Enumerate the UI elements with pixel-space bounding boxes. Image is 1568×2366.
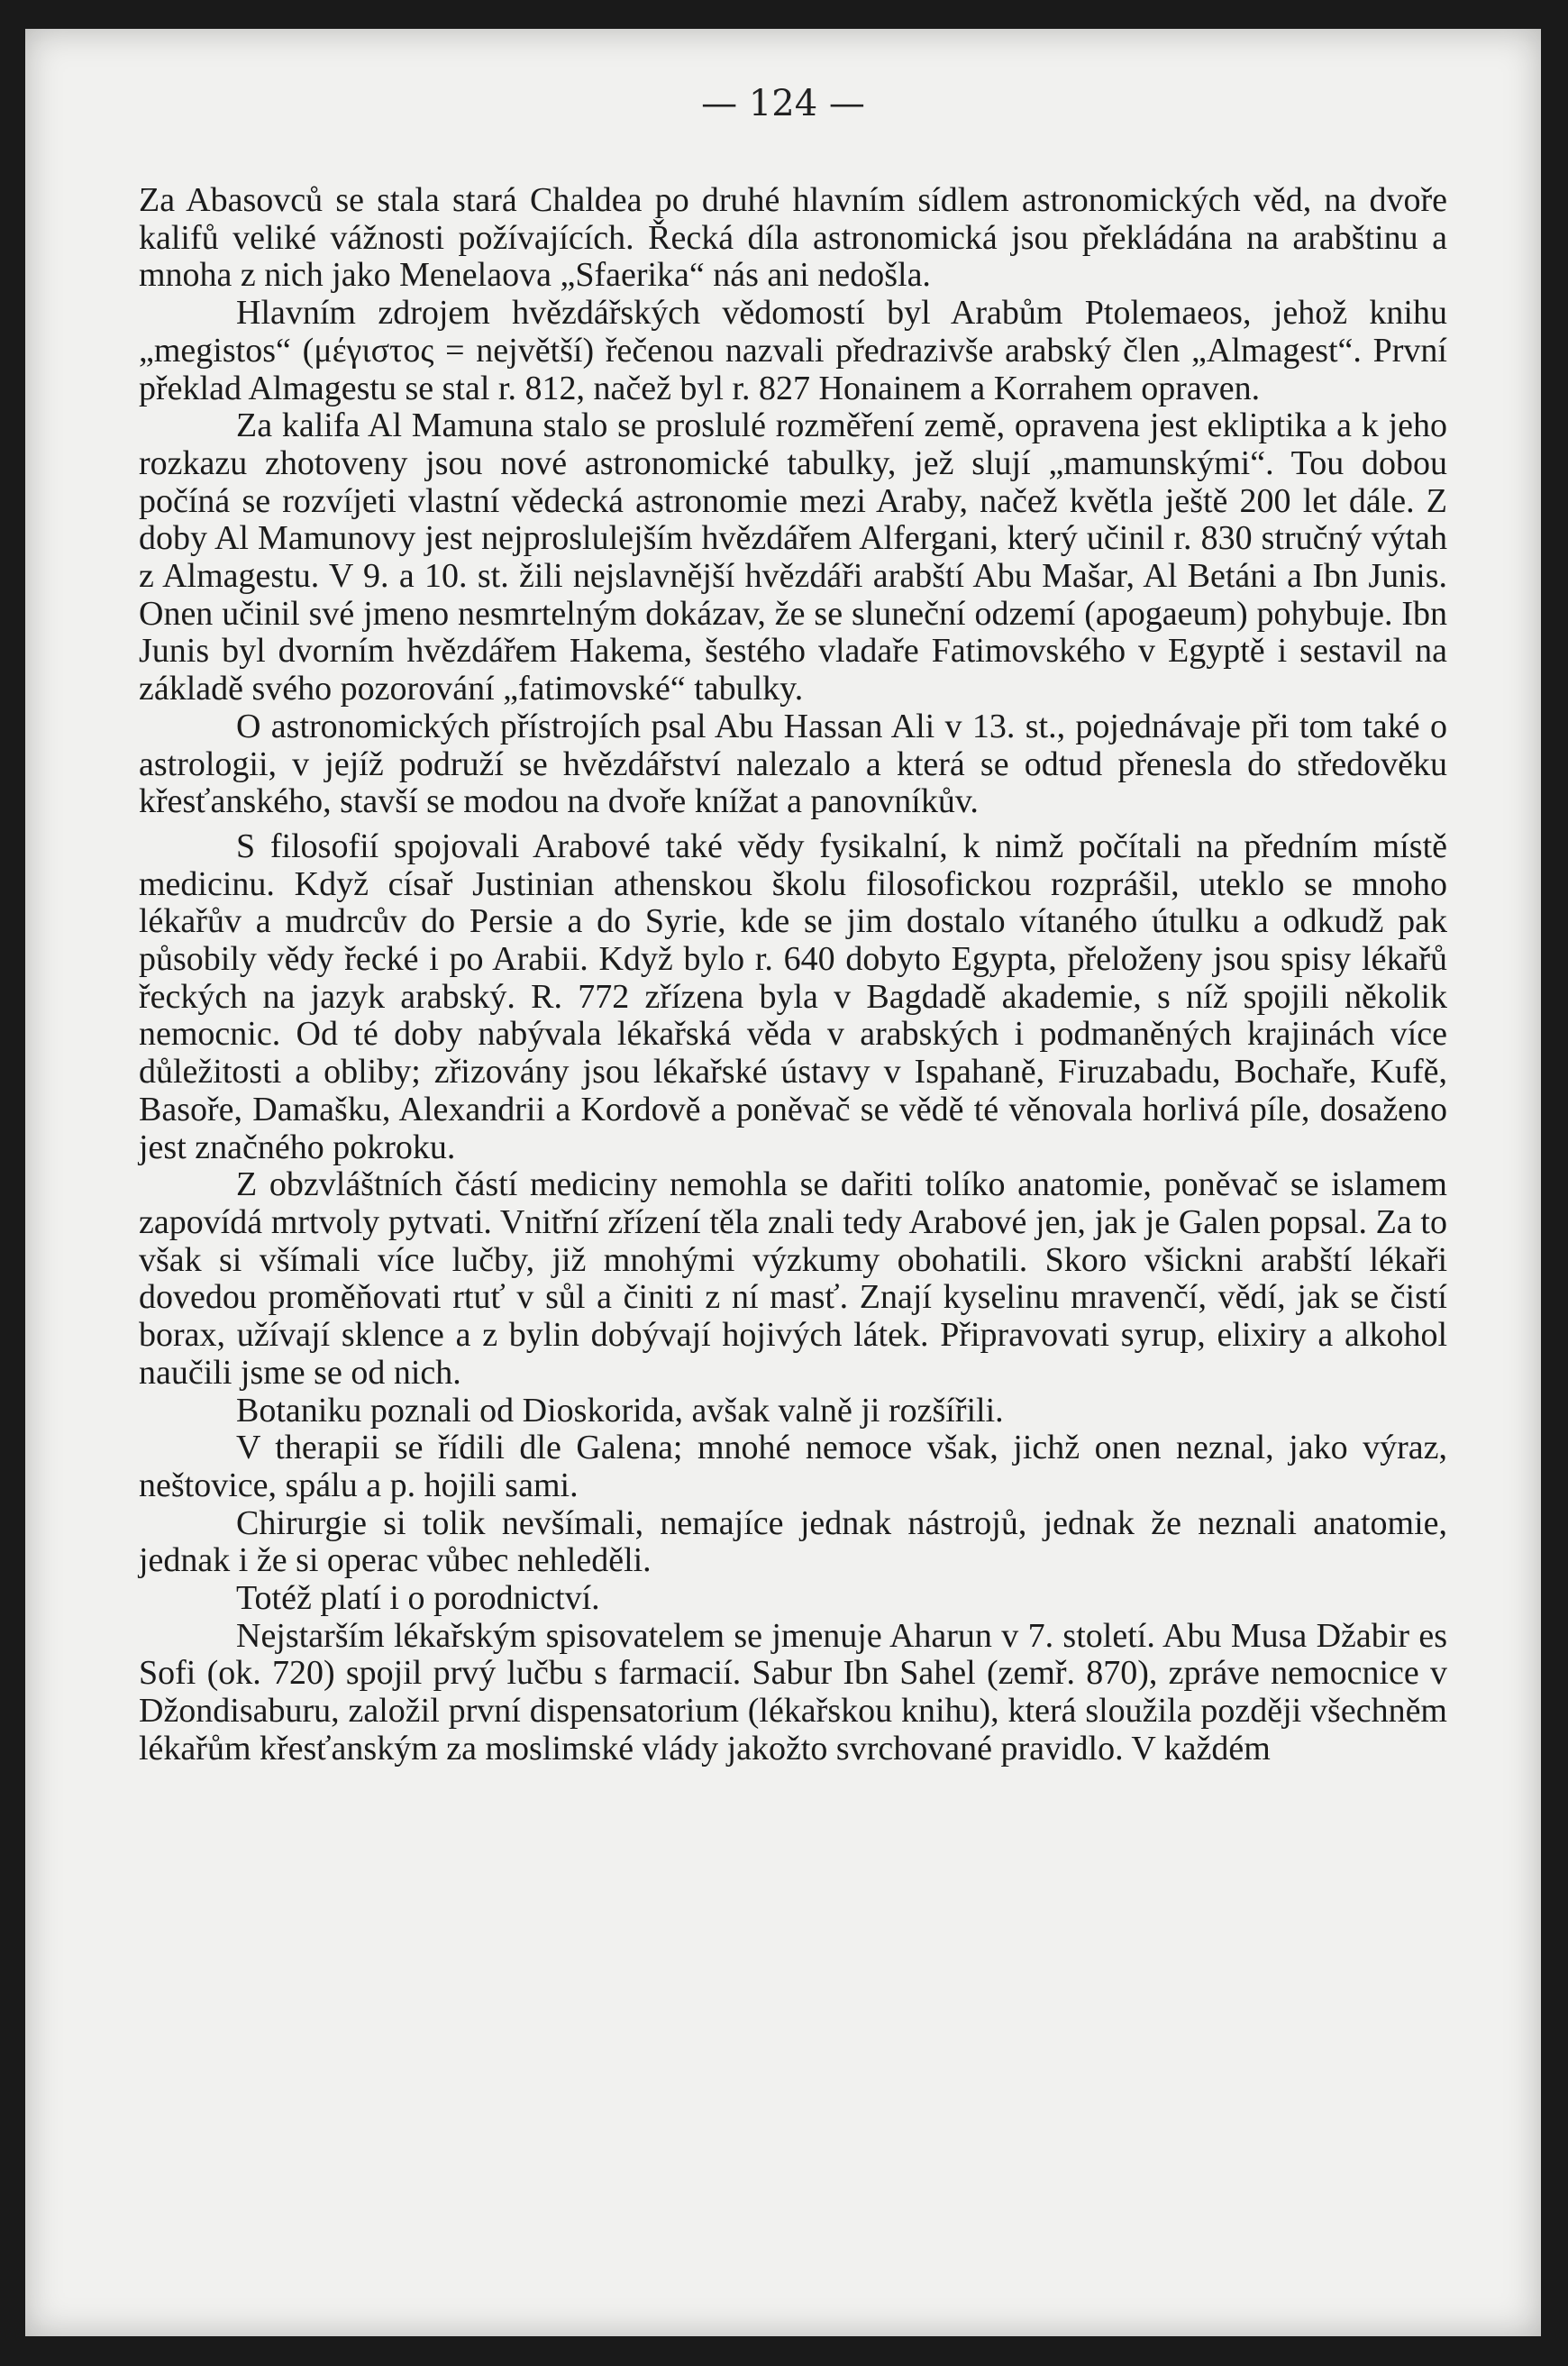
paragraph-11: Nejstarším lékařským spisovatelem se jmenuje Aharun v 7. století. Abu Musa Džabir es Sofi (ok. 720) spojil prvý lučbu s farmacií. Sabur Ibn Sahel (zemř. 870), zpráve nemocnice v Džondisaburu, založil první dispensatorium (lékařskou knihu), která sloužila později všechněm lékařům křesťanským za moslimské vlády jakožto svrchované pravidlo. V každém <box>139 1616 1447 1768</box>
paragraph-6: Z obzvláštních částí mediciny nemohla se dařiti tolíko anatomie, poněvač se islamem zapovídá mrtvoly pytvati. Vnitřní zřízení těla znali tedy Arabové jen, jak je Galen popsal. Za to však si všímali více lučby, již mnohými výzkumy obohatili. Skoro všickni arabští lékaři dovedou proměňovati rtuť v sůl a činiti z ní masť. Znají kyselinu mravenčí, vědí, jak se čistí borax, užívají sklence a z bylin dobývají hojivých látek. Připravovati syrup, elixiry a alkohol naučili jsme se od nich. <box>139 1165 1447 1392</box>
paragraph-2: Hlavním zdrojem hvězdářských vědomostí byl Arabům Ptolemaeos, jehož knihu „megistos“ (μέγιστος = největší) řečenou nazvali předrazivše arabský člen „Almagest“. První překlad Almagestu se stal r. 812, načež byl r. 827 Honainem a Korrahem opraven. <box>139 294 1447 407</box>
paragraph-8: V therapii se řídili dle Galena; mnohé nemoce však, jichž onen neznal, jako výraz, neštovice, spálu a p. hojili sami. <box>139 1429 1447 1504</box>
paragraph-7: Botaniku poznali od Dioskorida, avšak valně ji rozšířili. <box>236 1391 1004 1430</box>
paragraph-9: Chirurgie si tolik nevšímali, nemajíce jednak nástrojů, jednak že neznali anatomie, jednak i že si operac vůbec nehleděli. <box>139 1503 1447 1580</box>
paragraph-3: Za kalifa Al Mamuna stalo se proslulé rozměření země, opravena jest ekliptika a k jeho rozkazu zhotoveny jsou nové astronomické tabulky, jež slují „mamunskými“. Tou dobou počíná se rozvíjeti vlastní vědecká astronomie mezi Araby, načež květla ještě 200 let dále. Z doby Al Mamunovy jest nejproslulejším hvězdářem Alfergani, který učinil r. 830 stručný výtah z Almagestu. V 9. a 10. st. žili nejslavnější hvězdáři arabští Abu Mašar, Al Betáni a Ibn Junis. Onen učinil své jmeno nesmrtelným dokázav, že se sluneční odzemí (apogaeum) pohybuje. Ibn Junis byl dvorním hvězdářem Hakema, šestého vladaře Fatimovského v Egyptě i sestavil na základě svého pozorování „fatimovské“ tabulky. <box>139 407 1447 708</box>
paragraph-5: S filosofií spojovali Arabové také vědy fysikalní, k nimž počítali na předním místě medicinu. Když císař Justinian athenskou školu filosofickou rozprášil, uteklo se mnoho lékařův a mudrcův do Persie a do Syrie, kde se jim dostalo vítaného útulku a odkudž pak působily vědy řecké i po Arabii. Když bylo r. 640 dobyto Egypta, přeloženy jsou spisy lékařů řeckých na jazyk arabský. R. 772 zřízena byla v Bagdadě akademie, s níž spojili několik nemocnic. Od té doby nabývala lékařská věda v arabských i podmaněných krajinách více důležitosti a obliby; zřizovány jsou lékařské ústavy v Ispahaně, Firuzabadu, Bochaře, Kufě, Basoře, Damašku, Alexandrii a Kordově a poněvač se vědě té věnovala horlivá píle, dosaženo jest značného pokroku. <box>139 827 1447 1166</box>
book-page <box>25 29 1541 2336</box>
paragraph-1: Za Abasovců se stala stará Chaldea po druhé hlavním sídlem astronomických věd, na dvoře kalifů veliké vážnosti požívajících. Řecká díla astronomická jsou překládána na arabštinu a mnoha z nich jako Menelaova „Sfaerika“ nás ani nedošla. <box>139 181 1447 295</box>
paragraph-4: O astronomických přístrojích psal Abu Hassan Ali v 13. st., pojednávaje při tom také o astrologii, v jejíž podruží se hvězdářství nalezalo a která se odtud přenesla do středověku křesťanského, stavší se modou na dvoře knížat a panovníkův. <box>139 707 1447 821</box>
body-text <box>139 182 1447 1768</box>
page-number: — 124 — <box>701 83 865 124</box>
paragraph-10: Totéž platí i o porodnictví. <box>236 1579 600 1618</box>
